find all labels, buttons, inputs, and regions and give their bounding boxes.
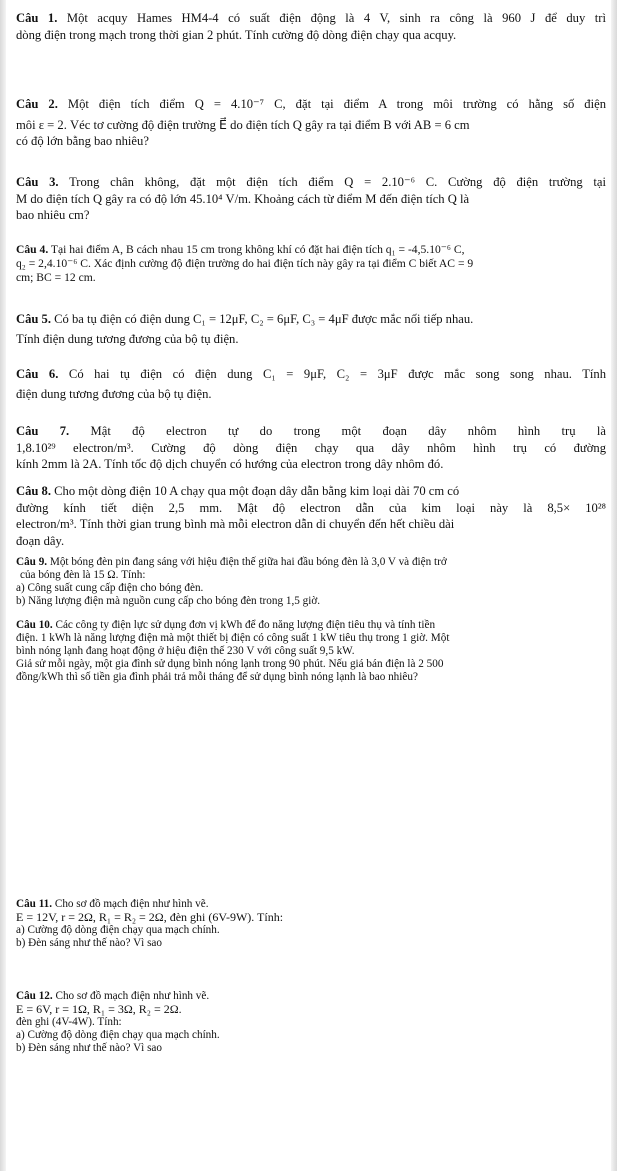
question-text-line: có độ lớn bằng bao nhiêu?	[16, 134, 149, 148]
question-12	[16, 990, 606, 1055]
question-text-line: electron/m³. Tính thời gian trung bình mà mỗi electron dẫn di chuyển đến hết chiều dài	[16, 517, 455, 531]
question-text-line: điện dung tương đương của bộ tụ điện.	[16, 386, 212, 401]
question-text-line: Một acquy Hames HM4-4 có suất điện động là 4 V, sinh ra công là 960 J để duy trì	[66, 11, 606, 25]
question-label: Câu 1.	[16, 11, 58, 25]
question-3	[16, 174, 606, 224]
question-text-line: 1,8.10²⁹ electron/m³. Cường độ dòng điện chạy qua dây nhôm hình trụ có đường	[16, 440, 606, 455]
question-text-line: đèn ghi (4V-4W). Tính:	[16, 1016, 122, 1028]
question-text-line: Trong chân không, đặt một điện tích điểm Q = 2.10⁻⁶ C. Cường độ điện trường tại	[69, 175, 606, 189]
question-text-line: của bóng đèn là 15 Ω. Tính:	[20, 569, 146, 581]
question-text-line: E = 12V, r = 2Ω, R₁ = R₂ = 2Ω, đèn ghi (6V-9W). Tính:	[16, 911, 284, 924]
question-text-line: E = 6V, r = 1Ω, R₁ = 3Ω, R₂ = 2Ω.	[16, 1003, 182, 1016]
question-text-line: q₂ = 2,4.10⁻⁶ C. Xác định cường độ điện trường do hai điện tích này gây ra tại điểm C biết AC = 9	[16, 257, 474, 271]
question-text-line: Mật độ electron tự do trong một đoạn dây nhôm hình trụ là	[90, 424, 606, 438]
question-text-line: dòng điện trong mạch trong thời gian 2 phút. Tính cường độ dòng điện chạy qua acquy.	[16, 27, 457, 42]
question-text-line: đường kính tiết diện 2,5 mm. Mật độ electron dẫn của kim loại này là 8,5× 10²⁸	[16, 500, 606, 515]
question-label: Câu 3.	[16, 175, 59, 189]
question-text-line: Một điện tích điểm Q = 4.10⁻⁷ C, đặt tại điểm A trong môi trường có hằng số điện	[67, 97, 606, 111]
question-text-line: M do điện tích Q gây ra có độ lớn 45.10⁴ V/m. Khoảng cách từ điểm M đến điện tích Q là	[16, 191, 470, 206]
question-subitem-a: a) Công suất cung cấp điện cho bóng đèn.	[16, 582, 204, 594]
question-text-line: Có hai tụ điện có điện dung C₁ = 9μF, C₂ = 3μF được mắc song song nhau. Tính	[68, 367, 606, 381]
question-subitem-b: b) Đèn sáng như thế nào? Vì sao	[16, 1042, 162, 1054]
question-text-line: đoạn dây.	[16, 533, 65, 548]
blank-area	[16, 710, 606, 830]
question-label: Câu 9.	[16, 556, 48, 568]
question-text-line: Giả sử mỗi ngày, một gia đình sử dụng bình nóng lạnh trong 90 phút. Nếu giá bán điện là 2 500	[16, 658, 444, 670]
question-text-line: môi ε = 2. Véc tơ cường độ điện trường E⃗ do điện tích Q gây ra tại điểm B với AB = 6 cm	[16, 117, 470, 132]
question-label: Câu 7.	[16, 424, 70, 438]
question-text-line: Cho một dòng điện 10 A chạy qua một đoạn dây dẫn bằng kim loại dài 70 cm có	[54, 484, 460, 498]
question-label: Câu 10.	[16, 619, 53, 631]
question-7	[16, 423, 606, 473]
question-subitem-a: a) Cường độ dòng điện chạy qua mạch chính.	[16, 924, 220, 936]
question-4	[16, 243, 606, 286]
question-label: Câu 12.	[16, 990, 53, 1002]
question-text-line: Cho sơ đồ mạch điện như hình vẽ.	[54, 898, 209, 910]
question-text-line: Tại hai điểm A, B cách nhau 15 cm trong không khí có đặt hai điện tích q₁ = -4,5.10⁻⁶ C,	[50, 243, 465, 256]
question-label: Câu 2.	[16, 97, 58, 111]
question-2	[16, 96, 606, 150]
question-label: Câu 4.	[16, 243, 49, 256]
question-text-line: kính 2mm là 2A. Tính tốc độ dịch chuyển có hướng của electron trong dây nhôm đó.	[16, 457, 444, 471]
question-text-line: cm; BC = 12 cm.	[16, 271, 96, 285]
page-left-edge-shadow	[0, 0, 6, 1171]
question-text-line: điện. 1 kWh là năng lượng điện mà một thiết bị điện có công suất 1 kW tiêu thụ trong 1 giờ. Một	[16, 632, 450, 644]
question-text-line: Có ba tụ điện có điện dung C₁ = 12μF, C₂ = 6μF, C₃ = 4μF được mắc nối tiếp nhau.	[54, 312, 474, 326]
question-text-line: Cho sơ đồ mạch điện như hình vẽ.	[55, 990, 210, 1002]
question-10	[16, 619, 606, 684]
page-right-edge-shadow	[611, 0, 617, 1171]
question-text-line: Tính điện dung tương đương của bộ tụ điện.	[16, 331, 239, 346]
question-label: Câu 8.	[16, 484, 51, 498]
question-text-line: bao nhiêu cm?	[16, 208, 90, 222]
question-subitem-b: b) Năng lượng điện mà nguồn cung cấp cho bóng đèn trong 1,5 giờ.	[16, 595, 321, 607]
question-subitem-a: a) Cường độ dòng điện chạy qua mạch chính.	[16, 1029, 220, 1041]
question-subitem-b: b) Đèn sáng như thế nào? Vì sao	[16, 937, 162, 949]
question-5	[16, 311, 606, 347]
question-6	[16, 366, 606, 402]
question-text-line: đồng/kWh thì số tiền gia đình phải trả mỗi tháng để sử dụng bình nóng lạnh là bao nhiêu?	[16, 671, 418, 683]
question-label: Câu 11.	[16, 898, 53, 910]
question-label: Câu 5.	[16, 312, 51, 326]
question-text-line: Một bóng đèn pin đang sáng với hiệu điện thế giữa hai đầu bóng đèn là 3,0 V và điện trở	[49, 556, 447, 568]
question-text-line: bình nóng lạnh đang hoạt động ở hiệu điện thế 230 V với công suất 9,5 kW.	[16, 645, 355, 657]
question-text-line: Các công ty điện lực sử dụng đơn vị kWh để đo năng lượng điện tiêu thụ và tính tiền	[55, 619, 436, 631]
question-label: Câu 6.	[16, 367, 59, 381]
question-1	[16, 10, 606, 43]
question-8	[16, 483, 606, 549]
question-9	[16, 556, 606, 608]
question-11	[16, 898, 606, 950]
